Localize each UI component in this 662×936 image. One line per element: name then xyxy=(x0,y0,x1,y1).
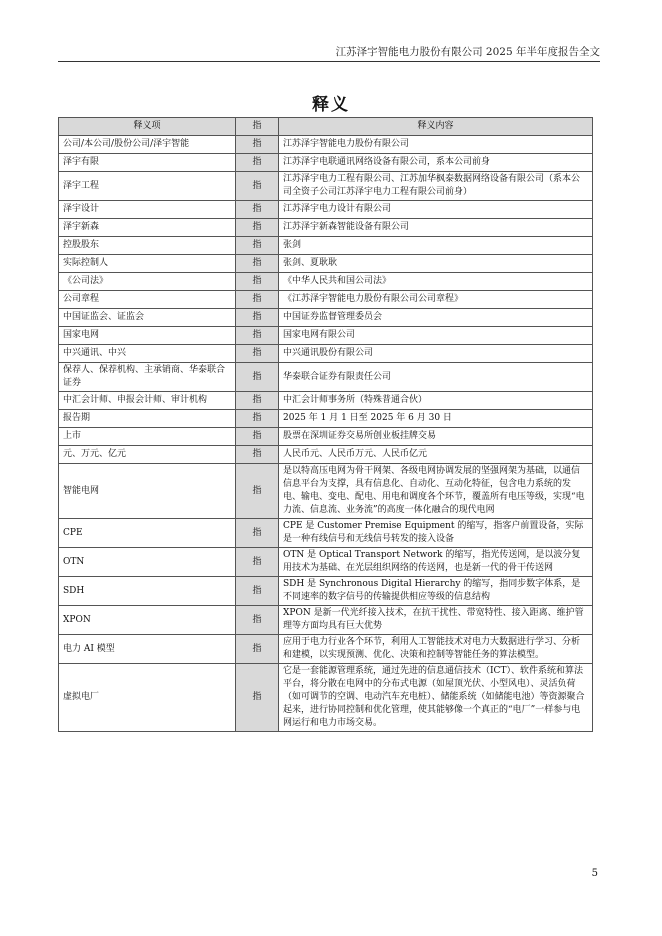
term-cell: 泽宇有限 xyxy=(59,154,236,172)
definition-cell: 中国证券监督管理委员会 xyxy=(279,309,593,327)
table-row xyxy=(59,606,593,635)
term-cell: CPE xyxy=(59,519,236,548)
table-row xyxy=(59,309,593,327)
header-term: 释义项 xyxy=(59,118,236,136)
term-cell: XPON xyxy=(59,606,236,635)
zhi-cell: 指 xyxy=(236,446,279,464)
zhi-cell: 指 xyxy=(236,291,279,309)
table-row xyxy=(59,345,593,363)
zhi-cell: 指 xyxy=(236,577,279,606)
term-cell: 报告期 xyxy=(59,410,236,428)
definition-cell: 张剑、夏耿耿 xyxy=(279,255,593,273)
report-header: 江苏泽宇智能电力股份有限公司 2025 年半年度报告全文 xyxy=(335,46,600,58)
definition-cell: 人民币元、人民币万元、人民币亿元 xyxy=(279,446,593,464)
zhi-cell: 指 xyxy=(236,219,279,237)
page-number: 5 xyxy=(591,868,598,879)
term-cell: 泽宇新森 xyxy=(59,219,236,237)
definition-cell: 它是一套能源管理系统，通过先进的信息通信技术（ICT）、软件系统和算法平台，将分散在电网中的分布式电源（如屋顶光伏、小型风电）、灵活负荷（如可调节的空调、电动汽车充电桩）、储能系统（如储能电池）等资源聚合起来，进行协同控制和优化管理，使其能够像一个真正的“电厂”一样参与电网运行和电力市场交易。 xyxy=(279,664,593,732)
table-row xyxy=(59,291,593,309)
term-cell: 公司章程 xyxy=(59,291,236,309)
zhi-cell: 指 xyxy=(236,428,279,446)
table-row xyxy=(59,428,593,446)
table-row xyxy=(59,519,593,548)
term-cell: 智能电网 xyxy=(59,464,236,519)
zhi-cell: 指 xyxy=(236,548,279,577)
term-cell: 控股股东 xyxy=(59,237,236,255)
term-cell: 中兴通讯、中兴 xyxy=(59,345,236,363)
definition-cell: XPON 是新一代光纤接入技术，在抗干扰性、带宽特性、接入距离、维护管理等方面均具有巨大优势 xyxy=(279,606,593,635)
table-row xyxy=(59,154,593,172)
term-cell: 中国证监会、证监会 xyxy=(59,309,236,327)
definition-cell: 中兴通讯股份有限公司 xyxy=(279,345,593,363)
term-cell: SDH xyxy=(59,577,236,606)
definition-cell: CPE 是 Customer Premise Equipment 的缩写，指客户前置设备，实际是一种有线信号和无线信号转发的接入设备 xyxy=(279,519,593,548)
term-cell: OTN xyxy=(59,548,236,577)
zhi-cell: 指 xyxy=(236,606,279,635)
zhi-cell: 指 xyxy=(236,635,279,664)
definition-cell: 华泰联合证券有限责任公司 xyxy=(279,363,593,392)
definition-cell: 江苏泽宇新森智能设备有限公司 xyxy=(279,219,593,237)
header-zhi: 指 xyxy=(236,118,279,136)
zhi-cell: 指 xyxy=(236,273,279,291)
definition-cell: 是以特高压电网为骨干网架、各级电网协调发展的坚强网架为基础，以通信信息平台为支撑，具有信息化、自动化、互动化特征，包含电力系统的发电、输电、变电、配电、用电和调度各个环节，覆盖所有电压等级，实现“电力流、信息流、业务流”的高度一体化融合的现代电网 xyxy=(279,464,593,519)
table-row xyxy=(59,635,593,664)
term-cell: 元、万元、亿元 xyxy=(59,446,236,464)
term-cell: 电力 AI 模型 xyxy=(59,635,236,664)
zhi-cell: 指 xyxy=(236,237,279,255)
table-body xyxy=(59,136,593,732)
term-cell: 虚拟电厂 xyxy=(59,664,236,732)
zhi-cell: 指 xyxy=(236,519,279,548)
zhi-cell: 指 xyxy=(236,327,279,345)
zhi-cell: 指 xyxy=(236,345,279,363)
term-cell: 保荐人、保荐机构、主承销商、华泰联合证券 xyxy=(59,363,236,392)
term-cell: 《公司法》 xyxy=(59,273,236,291)
term-cell: 公司/本公司/股份公司/泽宇智能 xyxy=(59,136,236,154)
header-definition: 释义内容 xyxy=(279,118,593,136)
header-divider xyxy=(58,61,600,62)
definition-cell: SDH 是 Synchronous Digital Hierarchy 的缩写，指同步数字体系，是不同速率的数字信号的传输提供相应等级的信息结构 xyxy=(279,577,593,606)
table-header-row xyxy=(59,118,593,136)
definition-cell: 股票在深圳证券交易所创业板挂牌交易 xyxy=(279,428,593,446)
term-cell: 国家电网 xyxy=(59,327,236,345)
definition-cell: 《中华人民共和国公司法》 xyxy=(279,273,593,291)
table-row xyxy=(59,172,593,201)
zhi-cell: 指 xyxy=(236,392,279,410)
table-row xyxy=(59,392,593,410)
term-cell: 实际控制人 xyxy=(59,255,236,273)
table-row xyxy=(59,410,593,428)
glossary-table xyxy=(58,117,593,732)
definition-cell: 江苏泽宇电力设计有限公司 xyxy=(279,201,593,219)
definition-cell: 江苏泽宇电力工程有限公司、江苏加华枫泰数据网络设备有限公司（系本公司全资子公司江苏泽宇电力工程有限公司前身） xyxy=(279,172,593,201)
table-row xyxy=(59,548,593,577)
table-row xyxy=(59,664,593,732)
table-row xyxy=(59,327,593,345)
zhi-cell: 指 xyxy=(236,410,279,428)
table-row xyxy=(59,363,593,392)
zhi-cell: 指 xyxy=(236,464,279,519)
definition-cell: 《江苏泽宇智能电力股份有限公司公司章程》 xyxy=(279,291,593,309)
zhi-cell: 指 xyxy=(236,154,279,172)
definition-cell: OTN 是 Optical Transport Network 的缩写，指光传送网，是以波分复用技术为基础、在光层组织网络的传送网，也是新一代的骨干传送网 xyxy=(279,548,593,577)
table-row xyxy=(59,464,593,519)
table-row xyxy=(59,237,593,255)
table-row xyxy=(59,201,593,219)
zhi-cell: 指 xyxy=(236,664,279,732)
table-row xyxy=(59,577,593,606)
definition-cell: 张剑 xyxy=(279,237,593,255)
definition-cell: 江苏泽宇智能电力股份有限公司 xyxy=(279,136,593,154)
definition-cell: 国家电网有限公司 xyxy=(279,327,593,345)
table-row xyxy=(59,136,593,154)
zhi-cell: 指 xyxy=(236,136,279,154)
table-row xyxy=(59,219,593,237)
table-row xyxy=(59,273,593,291)
definition-cell: 中汇会计师事务所（特殊普通合伙） xyxy=(279,392,593,410)
definition-cell: 2025 年 1 月 1 日至 2025 年 6 月 30 日 xyxy=(279,410,593,428)
term-cell: 泽宇工程 xyxy=(59,172,236,201)
zhi-cell: 指 xyxy=(236,201,279,219)
zhi-cell: 指 xyxy=(236,172,279,201)
table-row xyxy=(59,446,593,464)
zhi-cell: 指 xyxy=(236,309,279,327)
term-cell: 泽宇设计 xyxy=(59,201,236,219)
table-row xyxy=(59,255,593,273)
zhi-cell: 指 xyxy=(236,363,279,392)
term-cell: 上市 xyxy=(59,428,236,446)
zhi-cell: 指 xyxy=(236,255,279,273)
page-title: 释义 xyxy=(312,95,350,115)
definition-cell: 江苏泽宇电联通讯网络设备有限公司，系本公司前身 xyxy=(279,154,593,172)
term-cell: 中汇会计师、申报会计师、审计机构 xyxy=(59,392,236,410)
definition-cell: 应用于电力行业各个环节，利用人工智能技术对电力大数据进行学习、分析和建模，以实现预测、优化、决策和控制等智能任务的算法模型。 xyxy=(279,635,593,664)
